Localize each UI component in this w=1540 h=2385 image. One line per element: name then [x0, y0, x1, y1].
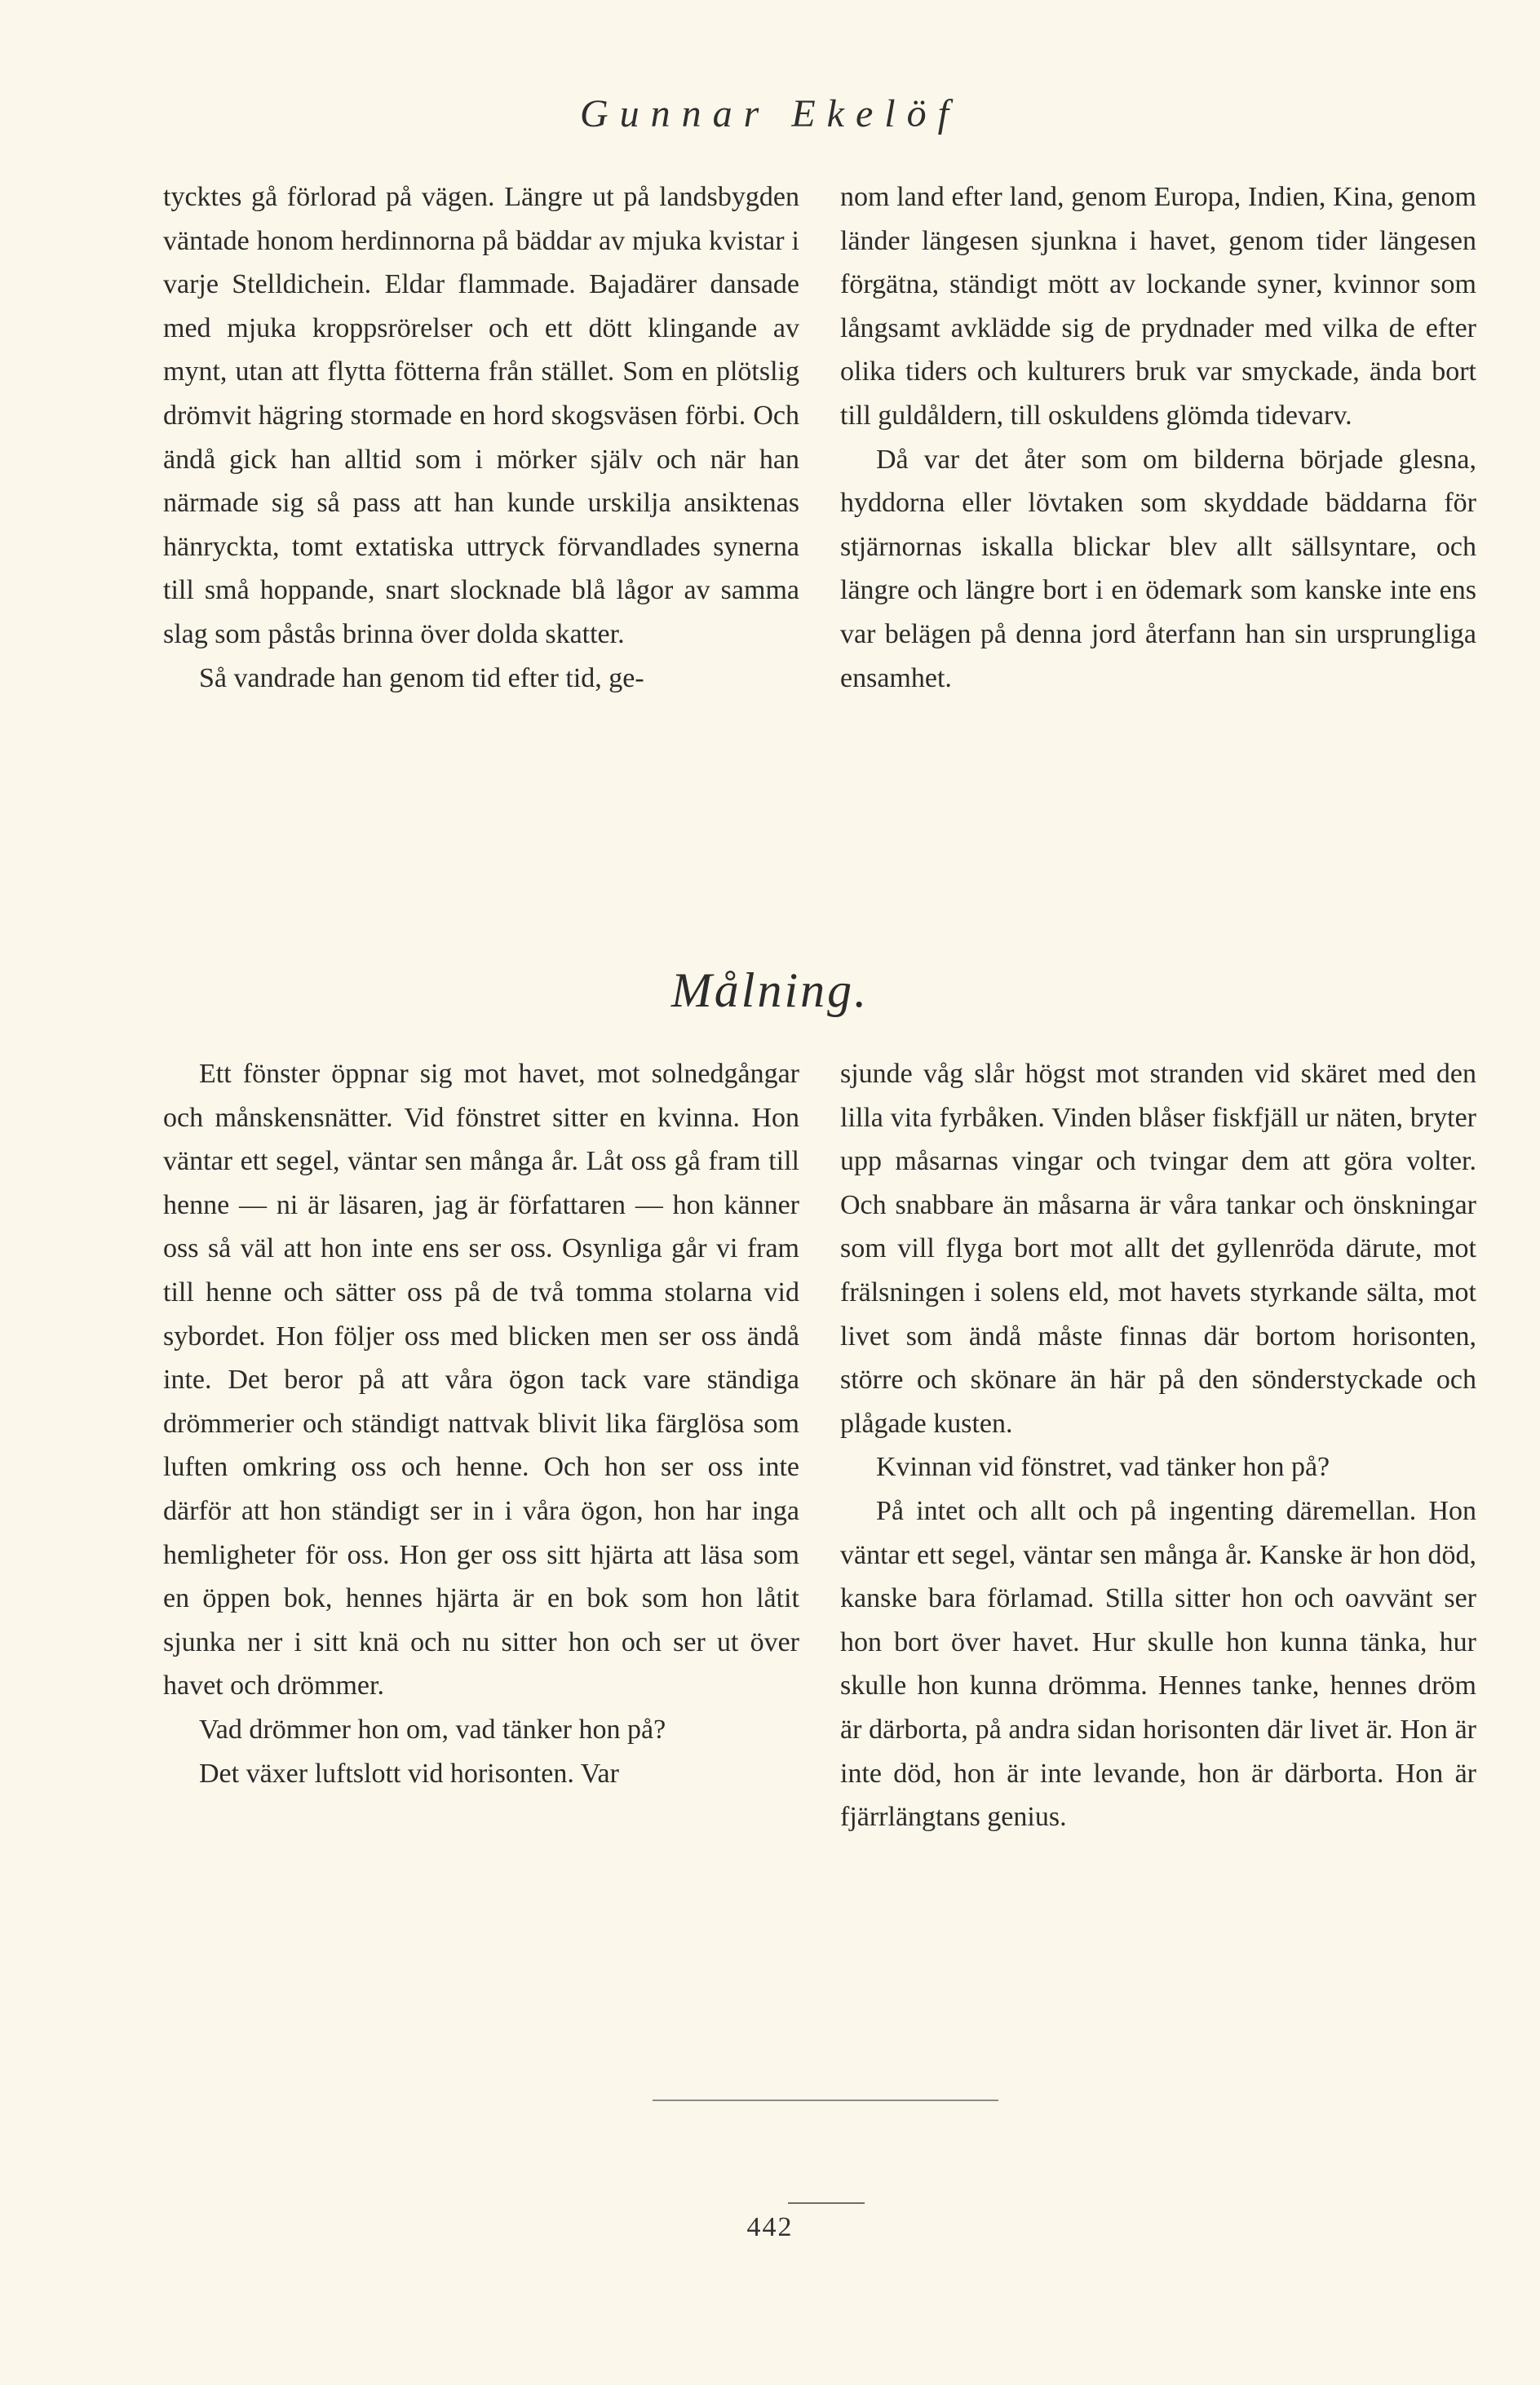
- section-title: Målning.: [670, 963, 870, 1017]
- top-left-column: [163, 175, 799, 700]
- paragraph: Ett fönster öppnar sig mot havet, mot solnedgångar och månskensnätter. Vid fönstret sitter en kvinna. Hon väntar ett segel, väntar sen många år. Låt oss gå fram till henne — ni är läsaren, jag är författaren — hon känner oss så väl att hon inte ens ser oss. Osynliga går vi fram till henne och sätter oss på de två tomma stolarna vid sybordet. Hon följer oss med blicken men ser oss ändå inte. Det beror på att våra ögon tack vare ständiga drömmerier och ständigt nattvak blivit lika färglösa som luften omkring oss och henne. Och hon ser oss inte därför att hon ständigt ser in i våra ögon, hon har inga hemligheter för oss. Hon ger oss sitt hjärta att läsa som en öppen bok, hennes hjärta är en bok som hon låtit sjunka ner i sitt knä och nu sitter hon och ser ut över havet och drömmer.: [163, 1059, 799, 1701]
- paragraph: Vad drömmer hon om, vad tänker hon på?: [199, 1714, 666, 1745]
- paragraph: På intet och allt och på ingenting däremellan. Hon väntar ett segel, väntar sen många år. Kanske är hon död, kanske bara förlamad. Stilla sitter hon och oavvänt ser hon bort över havet. Hur skulle hon kunna tänka, hur skulle hon kunna drömma. Hennes tanke, hennes dröm är därborta, på andra sidan horisonten där livet är. Hon är inte död, hon är inte levande, hon är därborta. Hon är fjärrlängtans genius.: [840, 1495, 1476, 1833]
- page-number-rule: [788, 2202, 865, 2204]
- paragraph: nom land efter land, genom Europa, Indien, Kina, genom länder längesen sjunkna i havet, genom tider längesen förgätna, ständigt mött av lockande syner, kvinnor som långsamt avklädde sig de prydnader med vilka de efter olika tiders och kulturers bruk var smyckade, ända bort till guldåldern, till oskuldens glömda tidevarv.: [840, 182, 1476, 431]
- page-number: 442: [746, 2212, 794, 2242]
- paragraph: Kvinnan vid fönstret, vad tänker hon på?: [876, 1452, 1330, 1483]
- paragraph: tycktes gå förlorad på vägen. Längre ut på landsbygden väntade honom herdinnorna på bäddar av mjuka kvistar i varje Stelldichein. Eldar flammade. Bajadärer dansade med mjuka kroppsrörelser och ett dött klingande av mynt, utan att flytta fötterna från stället. Som en plötslig drömvit hägring stormade en hord skogsväsen förbi. Och ändå gick han alltid som i mörker själv och när han närmade sig så pass att han kunde urskilja ansiktenas hänryckta, tomt extatiska uttryck förvandlades synerna till små hoppande, snart slocknade blå lågor av samma slag som påstås brinna över dolda skatter.: [163, 182, 799, 649]
- paragraph: sjunde våg slår högst mot stranden vid skäret med den lilla vita fyrbåken. Vinden blåser fiskfjäll ur näten, bryter upp måsarnas vingar och tvingar dem att göra volter. Och snabbare än måsarna är våra tankar och önskningar som vill flyga bort mot allt det gyllenröda därute, mot frälsningen i solens eld, mot havets styrkande sälta, mot livet som ändå måste finnas där bortom horisonten, större och skönare än här på den sönderstyckade och plågade kusten.: [840, 1059, 1476, 1439]
- bottom-right-column: [840, 1052, 1476, 1839]
- paragraph: Då var det åter som om bilderna började glesna, hyddorna eller lövtaken som skyddade bäddarna för stjärnornas iskalla blickar blev allt sällsyntare, och längre och längre bort i en ödemark som kanske inte ens var belägen på denna jord återfann han sin ursprungliga ensamhet.: [840, 444, 1476, 693]
- paragraph: Det växer luftslott vid horisonten. Var: [199, 1758, 619, 1789]
- paragraph: Så vandrade han genom tid efter tid, ge-: [199, 662, 644, 693]
- bottom-left-column: [163, 1052, 799, 1795]
- section-end-rule: [653, 2100, 998, 2101]
- top-right-column: [840, 175, 1476, 700]
- running-head-author: Gunnar Ekelöf: [580, 92, 960, 135]
